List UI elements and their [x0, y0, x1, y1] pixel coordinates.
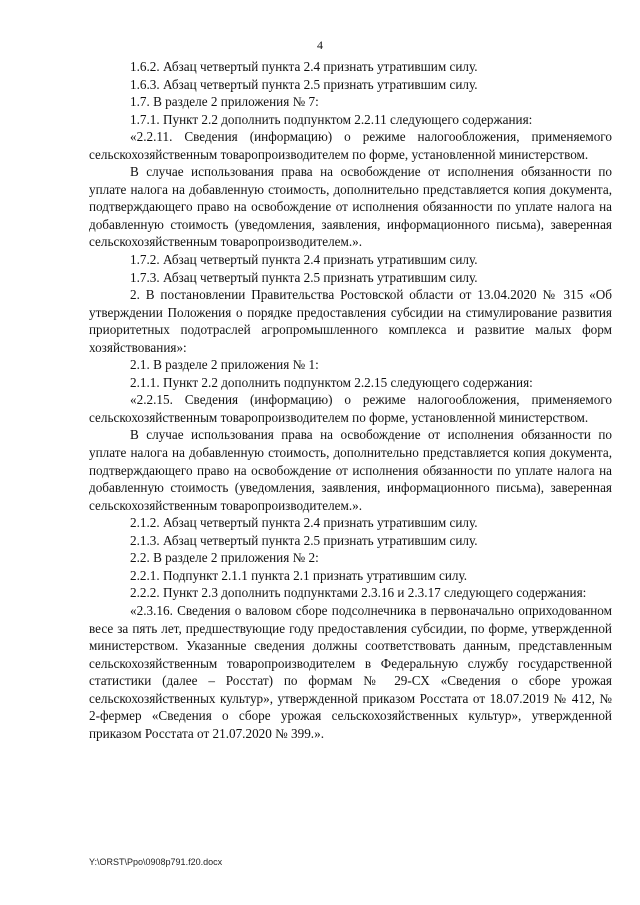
paragraph: В случае использования права на освобождение от исполнения обязанности по уплате налога на добавленную стоимость, дополнительно представляется копия документа, подтверждающего право на освобождение от исполнения обязанности по уплате налога на добавленную стоимость (уведомления, заявления, информационного письма), заверенная сельскохозяйственным товаропроизводителем.». — [89, 164, 612, 250]
paragraph: 2.2.1. Подпункт 2.1.1 пункта 2.1 признать утратившим силу. — [130, 567, 468, 583]
paragraph: «2.3.16. Сведения о валовом сборе подсолнечника в первоначально оприходованном весе за пять лет, предшествующие году предоставления субсидии, по форме, утвержденной министерством. Указанные сведения должны соответствовать данным, представленным сельскохозяйственным товаропроизводителем в Федеральную службу государственной статистики (далее – Росстат) по формам № 29-СХ «Сведения о сборе урожая сельскохозяйственных культур», утвержденной приказом Росстата от 18.07.2019 № 412, № 2-фермер «Сведения о сборе урожая сельскохозяйственных культур», утвержденной приказом Росстата от 21.07.2020 № 399.». — [89, 602, 612, 741]
paragraph: 2.1.1. Пункт 2.2 дополнить подпунктом 2.2.15 следующего содержания: — [130, 374, 533, 390]
paragraph: 1.7.2. Абзац четвертый пункта 2.4 признать утратившим силу. — [130, 252, 478, 268]
page-number: 4 — [317, 38, 323, 52]
paragraph: 2. В постановлении Правительства Ростовской области от 13.04.2020 № 315 «Об утверждении Положения о порядке предоставления субсидии на стимулирование развития приоритетных подотраслей агропромышленного комплекса и развитие малых форм хозяйствования»: — [89, 287, 612, 355]
paragraph: 2.2. В разделе 2 приложения № 2: — [130, 550, 319, 566]
document-body — [89, 58, 612, 742]
file-path-footer: Y:\ORST\Ppo\0908p791.f20.docx — [89, 857, 223, 867]
paragraph: В случае использования права на освобождение от исполнения обязанности по уплате налога на добавленную стоимость, дополнительно представляется копия документа, подтверждающего право на освобождение от исполнения обязанности по уплате налога на добавленную стоимость (уведомления, заявления, информационного письма), заверенная сельскохозяйственным товаропроизводителем.». — [89, 427, 612, 513]
paragraph: 2.1.2. Абзац четвертый пункта 2.4 признать утратившим силу. — [130, 515, 478, 531]
paragraph: 2.1. В разделе 2 приложения № 1: — [130, 357, 319, 373]
paragraph: 1.7. В разделе 2 приложения № 7: — [130, 94, 319, 110]
paragraph: «2.2.11. Сведения (информацию) о режиме налогообложения, применяемого сельскохозяйственным товаропроизводителем по форме, установленной министерством. — [89, 129, 612, 162]
paragraph: 2.2.2. Пункт 2.3 дополнить подпунктами 2.3.16 и 2.3.17 следующего содержания: — [130, 585, 587, 601]
paragraph: 1.7.1. Пункт 2.2 дополнить подпунктом 2.2.11 следующего содержания: — [130, 111, 533, 127]
paragraph: 2.1.3. Абзац четвертый пункта 2.5 признать утратившим силу. — [130, 532, 478, 548]
paragraph: «2.2.15. Сведения (информацию) о режиме налогообложения, применяемого сельскохозяйственным товаропроизводителем по форме, установленной министерством. — [89, 392, 612, 425]
paragraph: 1.6.3. Абзац четвертый пункта 2.5 признать утратившим силу. — [130, 76, 478, 92]
paragraph: 1.7.3. Абзац четвертый пункта 2.5 признать утратившим силу. — [130, 269, 478, 285]
paragraph: 1.6.2. Абзац четвертый пункта 2.4 признать утратившим силу. — [130, 59, 478, 74]
